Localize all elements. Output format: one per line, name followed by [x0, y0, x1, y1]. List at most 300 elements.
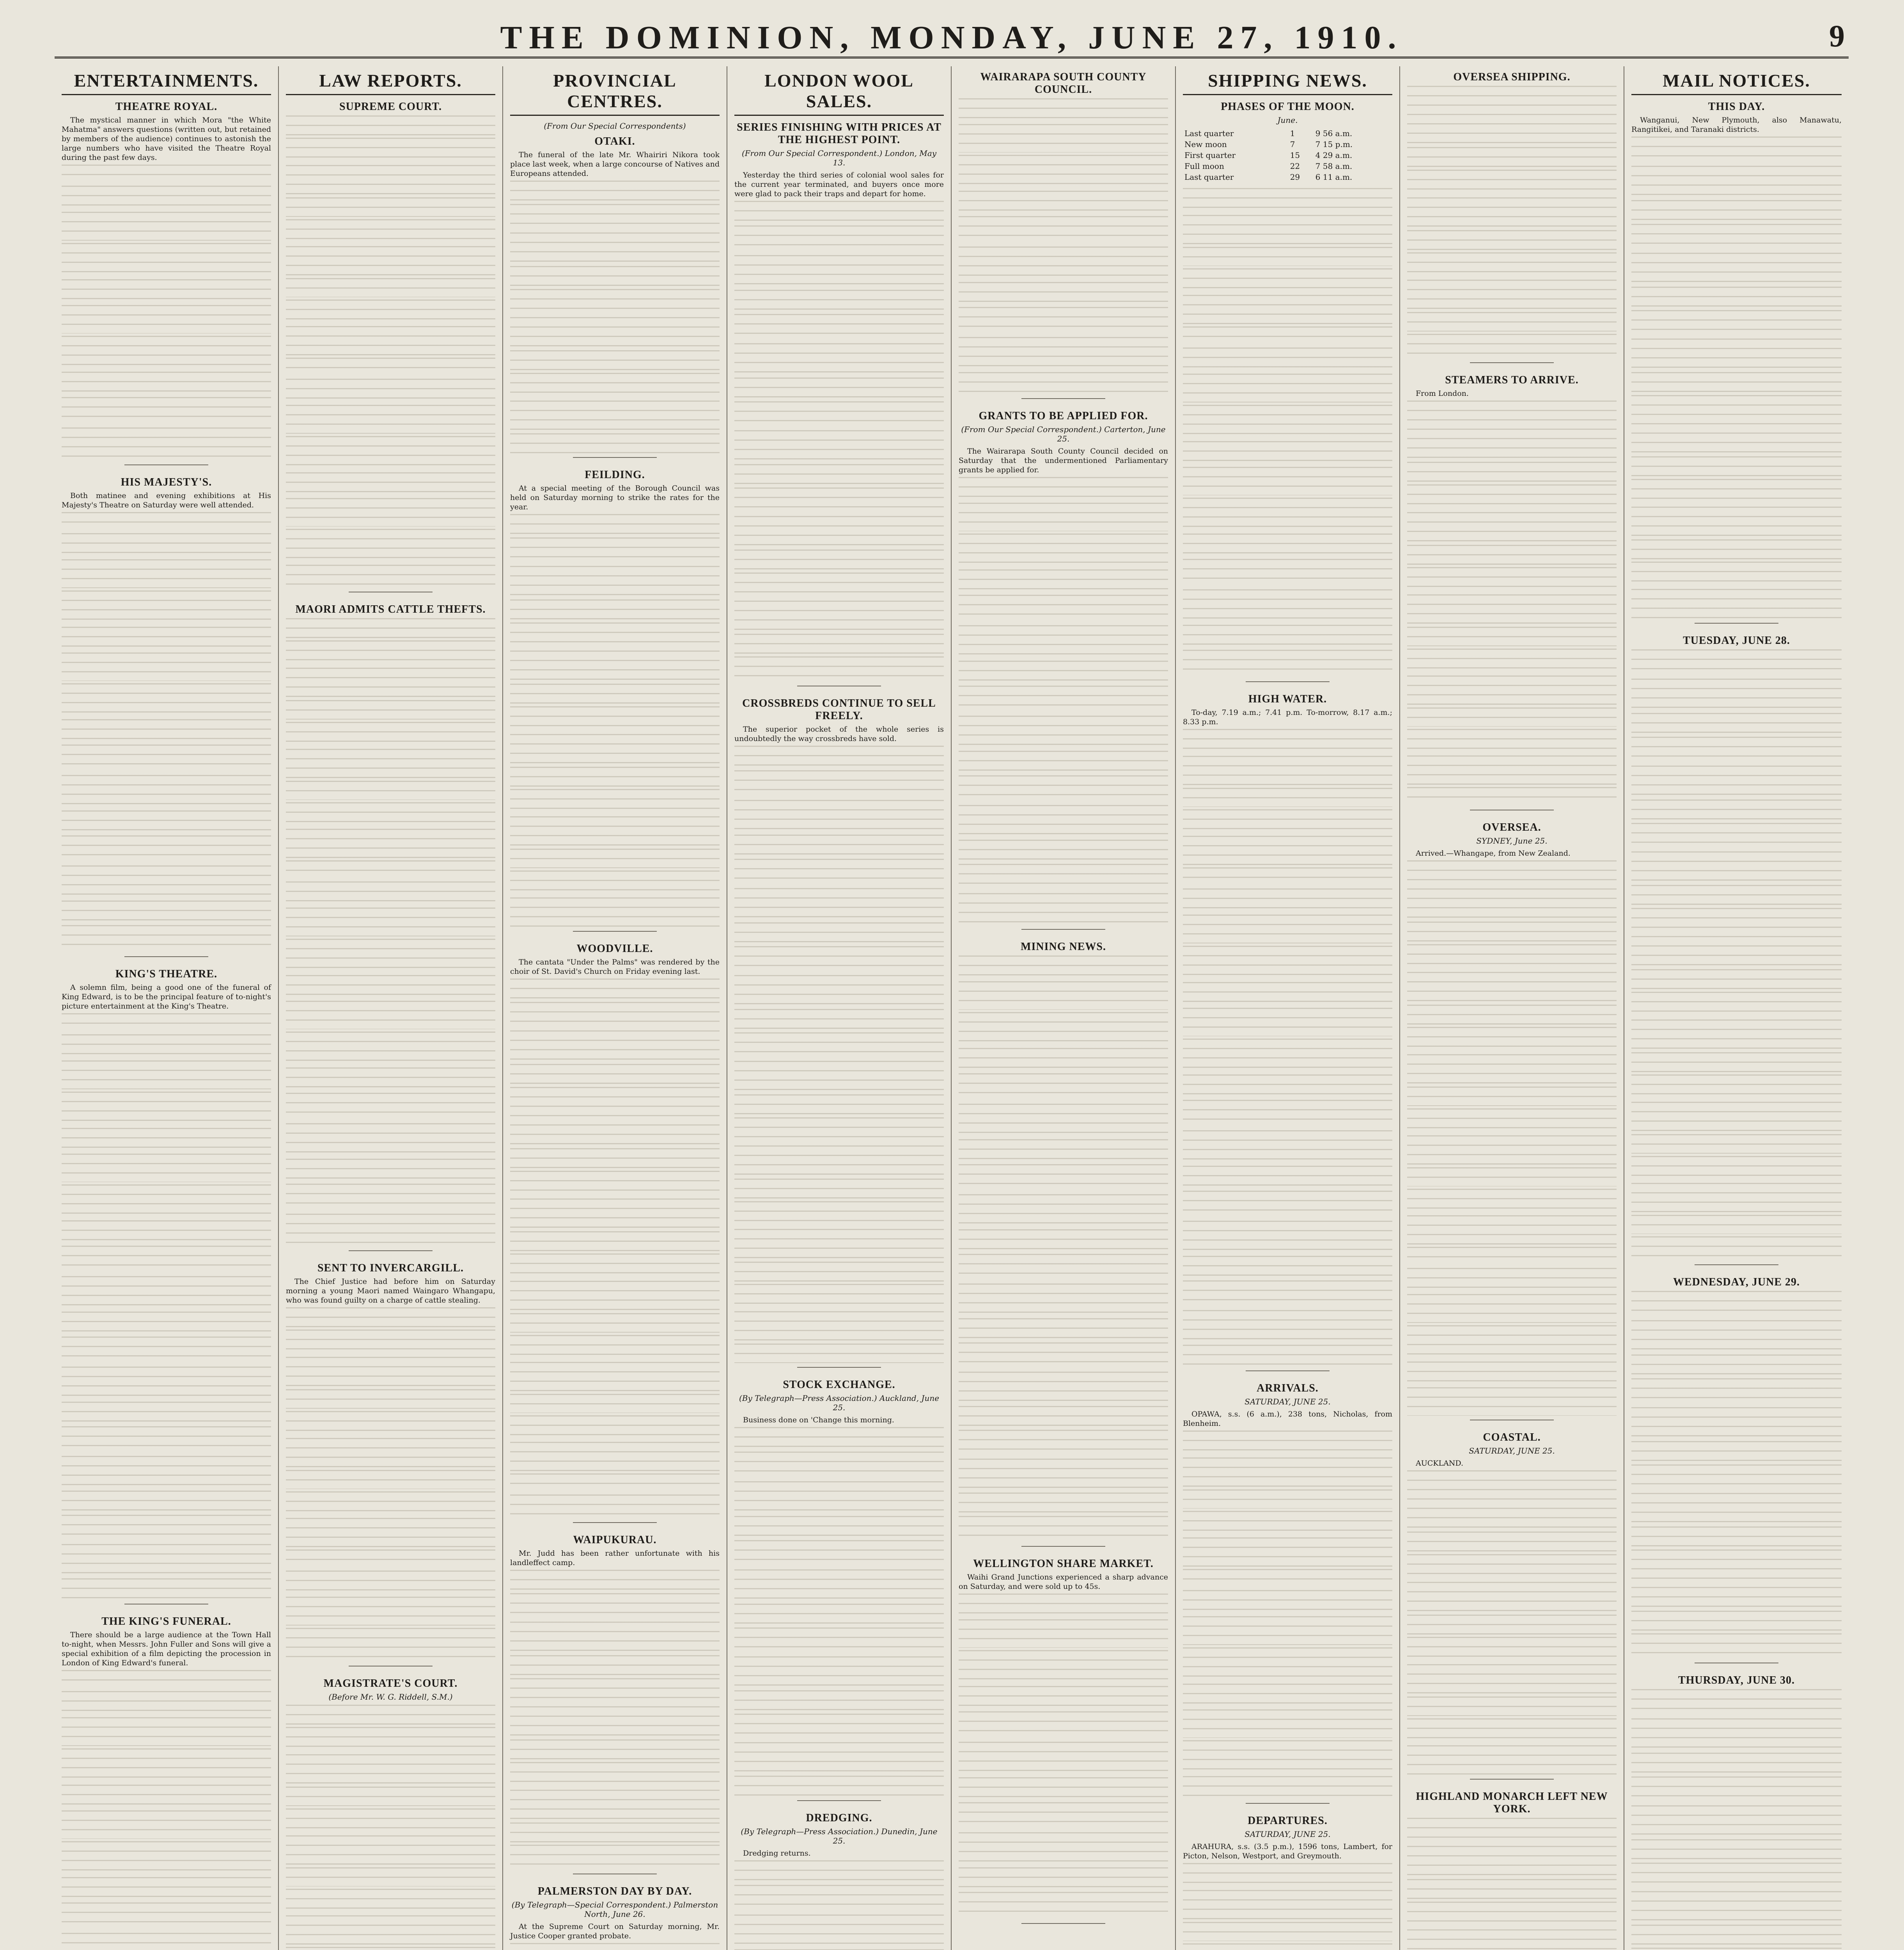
article: [510, 943, 720, 1523]
text-lines: [959, 805, 1168, 837]
text-lines: [62, 1515, 271, 1542]
text-lines: [1631, 1689, 1842, 1716]
article-dateline: SATURDAY, JUNE 25.: [1469, 1446, 1555, 1455]
text-lines: [62, 1128, 271, 1151]
text-lines: [510, 1442, 720, 1471]
text-lines: [1183, 1310, 1392, 1342]
text-lines: [1183, 1740, 1392, 1774]
paragraph: The superior pocket of the whole series is undoubtedly the way crossbreds have sold.: [734, 725, 944, 743]
text-lines: [1407, 675, 1617, 705]
text-lines: [1183, 405, 1392, 439]
text-lines: [510, 1253, 720, 1278]
text-lines: [1183, 650, 1392, 677]
text-lines: [959, 307, 1168, 335]
article: [959, 410, 1168, 930]
article-dateline: SATURDAY, JUNE 25.: [1245, 1397, 1331, 1406]
text-lines: [1183, 559, 1392, 587]
paragraph: At the Supreme Court on Saturday morning, Mr. Justice Cooper granted probate.: [510, 1922, 720, 1940]
text-lines: [734, 1344, 944, 1363]
table-row: [1183, 128, 1392, 139]
text-lines: [286, 1889, 495, 1913]
paragraph: Arrived.—Whangape, from New Zealand.: [1416, 849, 1571, 858]
divider: [349, 1250, 433, 1251]
article-dateline: (By Telegraph—Press Association.) Dunedin, June 25.: [741, 1827, 938, 1845]
text-lines: [510, 1198, 720, 1229]
article-body: [286, 1277, 495, 1305]
text-lines: [1631, 166, 1842, 198]
paragraph: Both matinee and evening exhibitions at His Majesty's Theatre on Saturday were well attended.: [62, 491, 271, 509]
text-lines: [734, 835, 944, 856]
divider: [573, 931, 657, 932]
text-lines: [1631, 507, 1842, 537]
text-lines: [62, 1933, 271, 1950]
text-lines: [1183, 268, 1392, 292]
divider: [797, 1800, 881, 1801]
text-lines: [286, 1067, 495, 1090]
article-headline: HIGHLAND MONARCH LEFT NEW YORK.: [1416, 1790, 1608, 1815]
article: [1183, 1815, 1392, 1950]
text-lines: [1631, 1441, 1842, 1462]
text-lines: [1631, 969, 1842, 989]
paragraph: Wanganui, New Plymouth, also Manawatu, Rangitikei, and Taranaki districts.: [1631, 116, 1842, 134]
column-heading: LAW REPORTS.: [286, 66, 495, 95]
text-lines: [959, 503, 1168, 531]
text-lines: [286, 1093, 495, 1121]
text-lines: [1183, 1684, 1392, 1707]
text-lines: [1183, 347, 1392, 371]
text-lines: [510, 622, 720, 648]
text-lines: [734, 464, 944, 485]
text-lines: [1631, 1019, 1842, 1050]
text-lines: [1407, 1268, 1617, 1292]
text-lines: [62, 1841, 271, 1875]
text-lines: [1407, 594, 1617, 624]
text-lines: [62, 1717, 271, 1746]
text-lines: [1407, 197, 1617, 228]
text-lines: [510, 1231, 720, 1251]
text-lines: [1183, 1280, 1392, 1308]
text-lines: [734, 488, 944, 514]
text-lines: [62, 1060, 271, 1089]
article-headline: SENT TO INVERCARGILL.: [317, 1262, 464, 1274]
text-lines: [959, 1283, 1168, 1316]
text-lines: [1183, 498, 1392, 531]
text-lines: [1631, 287, 1842, 308]
article-headline: WEDNESDAY, JUNE 29.: [1673, 1276, 1800, 1288]
text-lines: [959, 216, 1168, 244]
paragraph: OPAWA, s.s. (6 a.m.), 238 tons, Nicholas, from Blenheim.: [1183, 1410, 1392, 1428]
table-cell: Last quarter: [1184, 172, 1234, 182]
table-row: [1183, 172, 1392, 183]
paragraph: The funeral of the late Mr. Whairiri Nikora took place last week, when a large concourse of Natives and Europeans attended.: [510, 151, 720, 178]
text-lines: [286, 498, 495, 526]
text-lines: [1631, 456, 1842, 477]
text-lines: [286, 1727, 495, 1752]
text-lines: [1407, 1167, 1617, 1186]
text-lines: [286, 1597, 495, 1626]
text-lines: [734, 922, 944, 944]
paragraph: Waihi Grand Junctions experienced a sharp advance on Saturday, and were sold up to 45s.: [959, 1573, 1168, 1591]
text-lines: [959, 1802, 1168, 1830]
divider: [797, 1367, 881, 1368]
text-lines: [734, 201, 944, 223]
table-cell: 29: [1290, 172, 1300, 182]
text-lines: [1407, 888, 1617, 919]
text-lines: [510, 816, 720, 846]
article-headline: WAIRARAPA SOUTH COUNTY COUNCIL.: [980, 71, 1147, 96]
article-body: [62, 115, 271, 162]
article-headline: THIS DAY.: [1708, 101, 1765, 113]
text-lines: [510, 1822, 720, 1842]
text-lines: [510, 401, 720, 431]
text-lines: [1631, 1578, 1842, 1608]
text-lines: [286, 700, 495, 720]
text-lines: [1407, 1470, 1617, 1496]
article-body: [734, 170, 944, 199]
text-lines: [1183, 1431, 1392, 1455]
text-lines: [734, 800, 944, 832]
text-lines: [1631, 1464, 1842, 1491]
text-lines: [1631, 539, 1842, 559]
text-lines: [62, 165, 271, 183]
text-lines: [959, 595, 1168, 623]
text-lines: [959, 477, 1168, 500]
text-lines: [734, 859, 944, 886]
text-lines: [1631, 1611, 1842, 1631]
divider: [1695, 623, 1779, 624]
text-lines: [1183, 915, 1392, 943]
page-columns: [55, 66, 1849, 1950]
text-lines: [959, 716, 1168, 748]
text-lines: [1631, 936, 1842, 967]
divider: [124, 464, 208, 465]
text-lines: [510, 1394, 720, 1413]
text-lines: [959, 1516, 1168, 1542]
text-lines: [1183, 1511, 1392, 1535]
text-lines: [286, 1628, 495, 1662]
newspaper-title: THE DOMINION, MONDAY, JUNE 27, 1910.: [500, 20, 1403, 56]
text-lines: [1631, 1948, 1842, 1950]
text-lines: [959, 1164, 1168, 1192]
text-lines: [1183, 1457, 1392, 1487]
text-lines: [734, 1915, 944, 1947]
article: [510, 135, 720, 458]
text-lines: [1407, 252, 1617, 277]
text-lines: [959, 661, 1168, 683]
paragraph: Business done on 'Change this morning.: [743, 1416, 894, 1424]
divider: [1021, 1546, 1105, 1547]
text-lines: [286, 1214, 495, 1246]
divider: [573, 1522, 657, 1523]
text-lines: [734, 1201, 944, 1227]
text-lines: [286, 802, 495, 826]
article-headline: THURSDAY, JUNE 30.: [1678, 1674, 1795, 1686]
text-lines: [1407, 230, 1617, 250]
text-lines: [62, 336, 271, 369]
text-lines: [959, 1139, 1168, 1162]
text-lines: [1631, 423, 1842, 454]
article-body: [1407, 389, 1617, 398]
text-lines: [1407, 1215, 1617, 1244]
text-lines: [1631, 1718, 1842, 1750]
table-row: [1183, 139, 1392, 150]
paragraph: The Chief Justice had before him on Saturday morning a young Maori named Waingaro Whangapu, who was found guilty on a charge of cattle stealing.: [286, 1277, 495, 1305]
article-headline: WAIPUKURAU.: [573, 1534, 657, 1546]
text-lines: [734, 225, 944, 253]
article-body: [1183, 708, 1392, 727]
text-lines: [1407, 1664, 1617, 1694]
divider: [1695, 1264, 1779, 1265]
text-lines: [959, 1892, 1168, 1919]
article: [1407, 1790, 1617, 1950]
article-body: [734, 1415, 944, 1425]
text-lines: [62, 243, 271, 277]
text-lines: [1631, 1052, 1842, 1072]
text-lines: [1631, 1776, 1842, 1803]
text-lines: [510, 1148, 720, 1168]
text-lines: [1631, 713, 1842, 734]
text-lines: [734, 550, 944, 570]
text-lines: [1183, 589, 1392, 622]
text-lines: [1407, 1929, 1617, 1950]
article: [286, 1262, 495, 1666]
column-3: [503, 66, 727, 1950]
article-body: [510, 1549, 720, 1567]
text-lines: [286, 565, 495, 588]
text-lines: [959, 981, 1168, 1010]
text-lines: [734, 1179, 944, 1199]
article-headline: DREDGING.: [806, 1812, 872, 1824]
article: [734, 1379, 944, 1801]
article-headline: OVERSEA SHIPPING.: [1453, 71, 1571, 83]
text-lines: [62, 1092, 271, 1126]
text-lines: [734, 1776, 944, 1796]
text-lines: [1183, 1647, 1392, 1681]
text-lines: [734, 255, 944, 287]
text-lines: [734, 401, 944, 428]
text-lines: [959, 246, 1168, 280]
text-lines: [1183, 1489, 1392, 1509]
article-body: [1183, 1409, 1392, 1428]
text-lines: [510, 897, 720, 927]
text-lines: [286, 405, 495, 434]
text-lines: [286, 618, 495, 638]
article-headline: COASTAL.: [1483, 1431, 1541, 1443]
article-body: [510, 150, 720, 178]
text-lines: [62, 652, 271, 681]
article: [286, 1677, 495, 1950]
text-lines: [1183, 534, 1392, 557]
article-body: [1407, 1459, 1617, 1468]
paragraph: Dredging returns.: [743, 1849, 811, 1858]
text-lines: [1631, 372, 1842, 393]
text-lines: [734, 888, 944, 920]
text-lines: [286, 1867, 495, 1886]
paragraph: At a special meeting of the Borough Council was held on Saturday morning to strike the rates for the year.: [510, 484, 720, 511]
text-lines: [510, 1362, 720, 1392]
text-lines: [1407, 334, 1617, 358]
text-lines: [1183, 1256, 1392, 1278]
moon-phases-table: [1183, 128, 1392, 183]
column-8: [1624, 66, 1849, 1950]
text-lines: [510, 1494, 720, 1518]
text-lines: [62, 1578, 271, 1600]
text-lines: [734, 430, 944, 462]
text-lines: [1407, 280, 1617, 310]
text-lines: [959, 686, 1168, 713]
text-lines: [959, 124, 1168, 152]
text-lines: [1407, 1696, 1617, 1716]
text-lines: [1183, 441, 1392, 464]
text-lines: [959, 372, 1168, 394]
text-lines: [510, 734, 720, 764]
text-lines: [1407, 729, 1617, 753]
text-lines: [1631, 1102, 1842, 1132]
column-heading: SHIPPING NEWS.: [1183, 66, 1392, 95]
text-lines: [1407, 147, 1617, 167]
article-headline: PALMERSTON DAY BY DAY.: [537, 1885, 692, 1897]
table-row: [1183, 161, 1392, 172]
text-lines: [1407, 860, 1617, 886]
text-lines: [1407, 755, 1617, 785]
text-lines: [1183, 1130, 1392, 1163]
text-lines: [734, 1627, 944, 1654]
text-lines: [1183, 1166, 1392, 1188]
article-headline: THEATRE ROYAL.: [115, 101, 218, 113]
article-headline: THE KING'S FUNERAL.: [101, 1615, 231, 1627]
article-headline: WELLINGTON SHARE MARKET.: [973, 1558, 1154, 1570]
text-lines: [959, 864, 1168, 891]
text-lines: [62, 683, 271, 717]
text-lines: [1183, 326, 1392, 345]
text-lines: [62, 865, 271, 898]
paragraph: There should be a large audience at the Town Hall to-night, when Messrs. John Fuller and Sons will give a special exhibition of a film depicting the procession in London of King Edward's funeral.: [62, 1631, 271, 1667]
text-lines: [1407, 627, 1617, 646]
article: [734, 121, 944, 686]
column-heading: ENTERTAINMENTS.: [62, 66, 271, 95]
text-lines: [510, 706, 720, 732]
text-lines: [1183, 1616, 1392, 1645]
text-lines: [62, 1456, 271, 1488]
article: [1631, 635, 1842, 1265]
text-lines: [734, 746, 944, 768]
article-headline: SERIES FINISHING WITH PRICES AT THE HIGHEST POINT.: [737, 121, 941, 146]
text-lines: [62, 1367, 271, 1399]
text-lines: [286, 115, 495, 135]
text-lines: [734, 1690, 944, 1711]
text-lines: [1407, 1387, 1617, 1416]
text-lines: [734, 1452, 944, 1479]
text-lines: [1631, 1925, 1842, 1945]
text-lines: [959, 1619, 1168, 1648]
text-lines: [1183, 1537, 1392, 1567]
article-body: [959, 1572, 1168, 1591]
text-lines: [734, 1860, 944, 1883]
text-lines: [1407, 1247, 1617, 1266]
divider: [1021, 929, 1105, 930]
article-headline: PHASES OF THE MOON.: [1221, 101, 1354, 113]
table-cell: 7 15 p.m.: [1315, 140, 1353, 149]
text-lines: [734, 1714, 944, 1740]
text-lines: [510, 1570, 720, 1591]
text-lines: [959, 1194, 1168, 1227]
text-lines: [510, 1415, 720, 1439]
text-lines: [734, 1229, 944, 1259]
text-lines: [62, 901, 271, 923]
article: [1183, 693, 1392, 1371]
text-lines: [734, 1145, 944, 1176]
text-lines: [1631, 1753, 1842, 1774]
text-lines: [959, 534, 1168, 567]
text-lines: [1183, 809, 1392, 833]
article-headline: SUPREME COURT.: [339, 101, 442, 113]
text-lines: [1407, 944, 1617, 970]
text-lines: [510, 1281, 720, 1311]
paragraph: The Wairarapa South County Council decided on Saturday that the undermentioned Parliamentary grants be applied for.: [959, 447, 1168, 474]
column-1: [55, 66, 279, 1950]
text-lines: [62, 1426, 271, 1454]
text-lines: [62, 427, 271, 461]
text-lines: [62, 627, 271, 650]
text-lines: [62, 1902, 271, 1930]
divider: [1021, 398, 1105, 399]
divider: [124, 956, 208, 957]
text-lines: [1183, 625, 1392, 647]
text-lines: [734, 1569, 944, 1601]
text-lines: [734, 1262, 944, 1282]
article: [1407, 374, 1617, 810]
text-lines: [62, 1337, 271, 1364]
article-headline: STOCK EXCHANGE.: [783, 1379, 895, 1391]
article: [1407, 821, 1617, 1420]
text-lines: [62, 559, 271, 588]
text-lines: [959, 98, 1168, 122]
text-lines: [510, 1030, 720, 1062]
text-lines: [286, 749, 495, 778]
text-lines: [1407, 312, 1617, 332]
text-lines: [286, 939, 495, 973]
article-body: [1407, 849, 1617, 858]
text-lines: [959, 1711, 1168, 1739]
text-lines: [1407, 649, 1617, 673]
text-lines: [1407, 1879, 1617, 1899]
text-lines: [1407, 972, 1617, 1002]
text-lines: [1631, 1549, 1842, 1575]
text-lines: [286, 722, 495, 746]
text-lines: [286, 908, 495, 936]
text-lines: [1631, 1156, 1842, 1181]
text-lines: [1407, 567, 1617, 592]
text-lines: [1183, 295, 1392, 324]
text-lines: [62, 212, 271, 241]
text-lines: [286, 138, 495, 163]
divider: [1246, 1370, 1330, 1371]
text-lines: [62, 1544, 271, 1576]
masthead: [55, 16, 1849, 58]
text-lines: [959, 840, 1168, 862]
text-lines: [734, 634, 944, 654]
text-lines: [1183, 729, 1392, 753]
page-number: 9: [1829, 19, 1845, 53]
text-lines: [1183, 788, 1392, 807]
column-2: [279, 66, 503, 1950]
article: [1631, 1276, 1842, 1663]
text-lines: [510, 204, 720, 230]
text-lines: [1183, 836, 1392, 865]
text-lines: [286, 1571, 495, 1594]
article-body: [510, 1922, 720, 1941]
text-lines: [510, 1943, 720, 1950]
